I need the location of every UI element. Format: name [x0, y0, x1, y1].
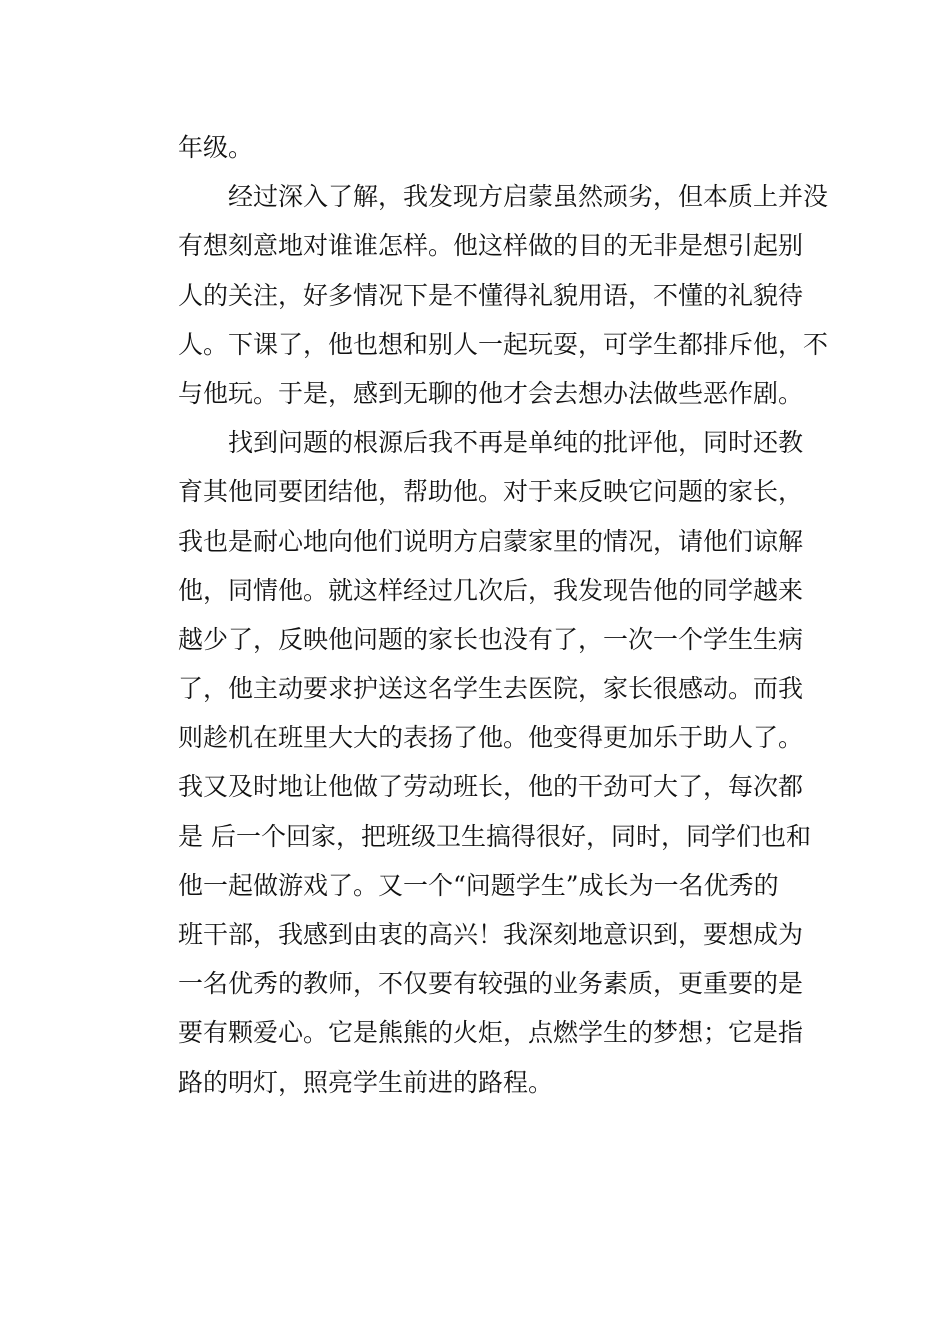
body-text: [178, 123, 829, 1107]
text-line-7: 找到问题的根源后我不再是单纯的批评他，同时还教: [178, 428, 804, 458]
text-line-17: 班干部，我感到由衷的高兴！我深刻地意识到，要想成为: [178, 920, 804, 949]
text-line-12: 了，他主动要求护送这名学生去医院，家长很感动。而我: [178, 674, 804, 704]
text-line-10: 他，同情他。就这样经过几次后，我发现告他的同学越来: [178, 575, 804, 605]
text-line-1: 年级。: [178, 133, 254, 162]
text-line-4: 人的关注，好多情况下是不懂得礼貌用语，不懂的礼貌待: [178, 280, 804, 310]
text-line-11: 越少了，反映他问题的家长也没有了，一次一个学生生病: [178, 624, 804, 654]
text-line-3: 有想刻意地对谁谁怎样。他这样做的目的无非是想引起别: [178, 231, 804, 261]
text-line-8: 育其他同要团结他，帮助他。对于来反映它问题的家长，: [178, 477, 804, 507]
text-line-16: 他一起做游戏了。又一个“问题学生”成长为一名优秀的: [178, 870, 779, 900]
text-line-9: 我也是耐心地向他们说明方启蒙家里的情况，请他们谅解: [178, 526, 804, 556]
text-line-2: 经过深入了解，我发现方启蒙虽然顽劣，但本质上并没: [178, 182, 829, 212]
text-line-14: 我又及时地让他做了劳动班长，他的干劲可大了，每次都: [178, 772, 804, 802]
text-line-6: 与他玩。于是，感到无聊的他才会去想办法做些恶作剧。: [178, 378, 804, 408]
text-line-13: 则趁机在班里大大的表扬了他。他变得更加乐于助人了。: [178, 723, 804, 753]
text-line-20: 路的明灯，照亮学生前进的路程。: [178, 1067, 554, 1097]
text-line-5: 人。下课了，他也想和别人一起玩耍，可学生都排斥他，不: [178, 329, 829, 359]
text-line-18: 一名优秀的教师，不仅要有较强的业务素质，更重要的是: [178, 969, 804, 999]
text-line-15: 是 后一个回家，把班级卫生搞得很好，同时，同学们也和: [178, 821, 811, 851]
text-line-19: 要有颗爱心。它是熊熊的火炬，点燃学生的梦想；它是指: [178, 1018, 804, 1048]
